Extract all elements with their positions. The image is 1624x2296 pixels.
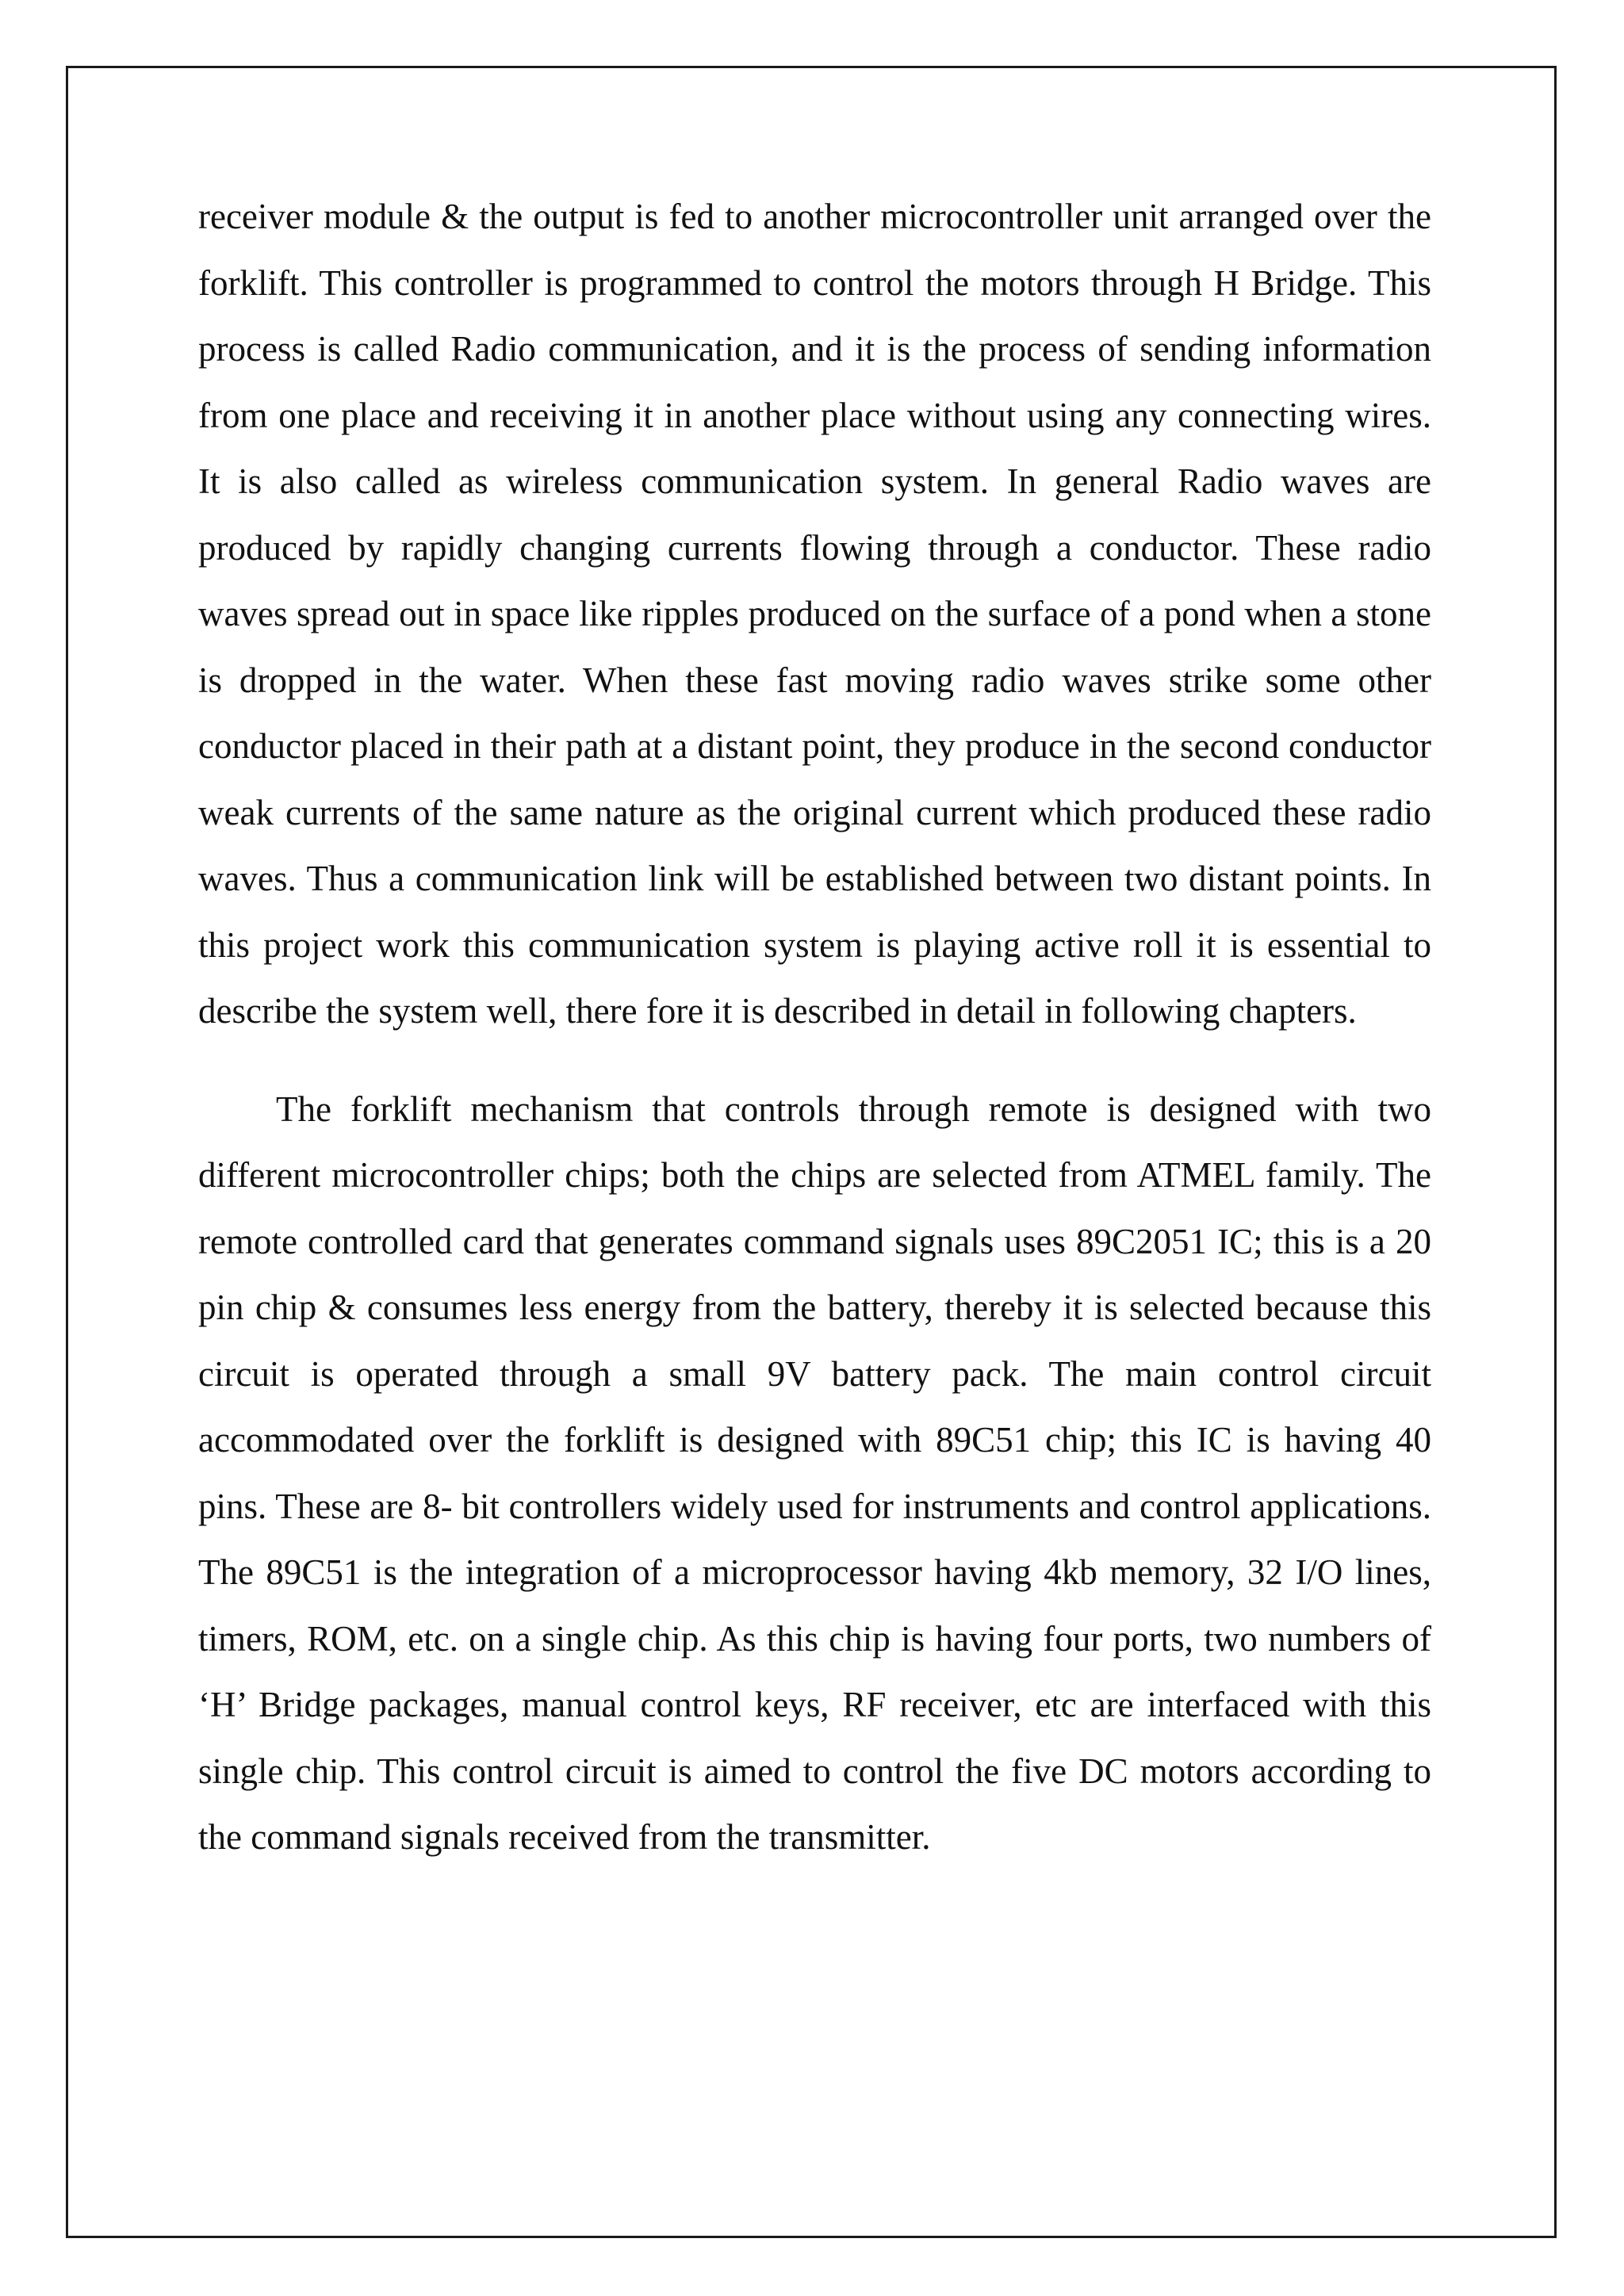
paragraph: receiver module & the output is fed to another microcontroller unit arranged over the forklift. This controller is programmed to control the motors through H Bridge. This process is called Radio communication, and it is the process of sending information from one place and receiving it in another place without using any connecting wires. It is also called as wireless communication system. In general Radio waves are produced by rapidly changing currents flowing through a conductor. These radio waves spread out in space like ripples produced on the surface of a pond when a stone is dropped in the water. When these fast moving radio waves strike some other conductor placed in their path at a distant point, they produce in the second conductor weak currents of the same nature as the original current which produced these radio waves. Thus a communication link will be established between two distant points. In this project work this communication system is playing active roll it is essential to describe the system well, there fore it is described in detail in following chapters.	[198, 197, 1431, 1031]
paragraph: The forklift mechanism that controls through remote is designed with two different microcontroller chips; both the chips are selected from ATMEL family. The remote controlled card that generates command signals uses 89C2051 IC; this is a 20 pin chip & consumes less energy from the battery, thereby it is selected because this circuit is operated through a small 9V battery pack. The main control circuit accommodated over the forklift is designed with 89C51 chip; this IC is having 40 pins. These are 8- bit controllers widely used for instruments and control applications. The 89C51 is the integration of a microprocessor having 4kb memory, 32 I/O lines, timers, ROM, etc. on a single chip. As this chip is having four ports, two numbers of ‘H’ Bridge packages, manual control keys, RF receiver, etc are interfaced with this single chip. This control circuit is aimed to control the five DC motors according to the command signals received from the transmitter.	[198, 1089, 1431, 1857]
document-body	[198, 184, 1431, 1871]
